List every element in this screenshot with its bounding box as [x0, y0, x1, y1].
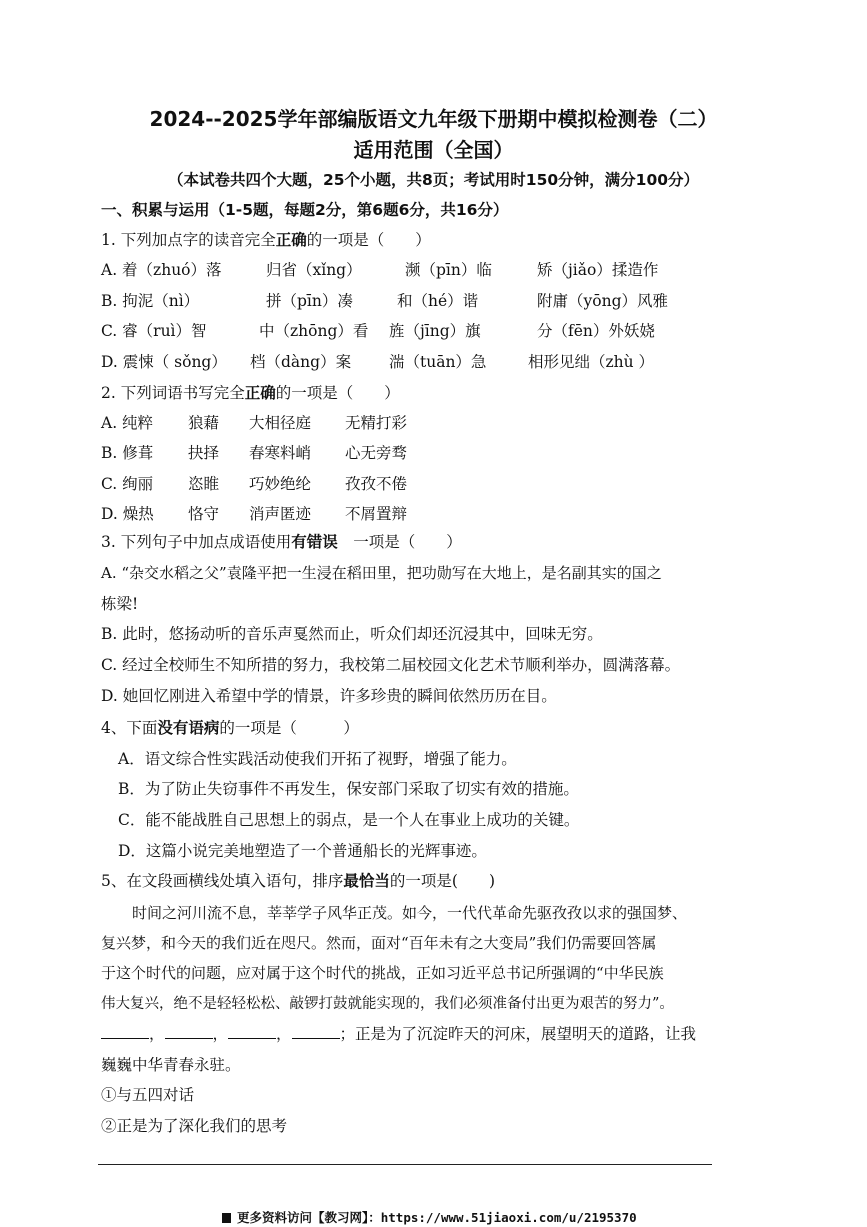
q1-stem-key: 正确: [275, 231, 307, 249]
footer-text: 更多资料访问【教习网】：https://www.51jiaoxi.com/u/2195370: [237, 1210, 637, 1225]
q1-option-b-1: B. 拘泥（nì）: [101, 292, 200, 310]
q2-stem-tail: 的一项是（ ）: [275, 384, 400, 402]
q2-option-a-3: 大相径庭: [249, 414, 312, 432]
q2-stem: [101, 382, 400, 404]
page-title: 2024--2025学年部编版语文九年级下册期中模拟检测卷（二）: [149, 107, 718, 131]
answer-blank-1[interactable]: [101, 1024, 149, 1039]
q1-option-b-4: 附庸（yōng）风雅: [537, 292, 668, 310]
section-heading: 一、积累与运用（1-5题，每题2分，第6题6分，共16分）: [101, 201, 509, 219]
q5-passage-line-1: 时间之河川流不息，莘莘学子风华正茂。如今，一代代革命先驱孜孜以求的强国梦、: [132, 904, 688, 922]
flag-icon: [222, 1213, 231, 1223]
q2-option-a-4: 无精打彩: [345, 414, 408, 432]
footer-link[interactable]: [222, 1208, 637, 1226]
q1-option-d-3: 湍（tuān）急: [389, 353, 487, 371]
q3-option-b: B. 此时，悠扬动听的音乐声戛然而止，听众们却还沉浸其中，回味无穷。: [101, 625, 603, 643]
q1-option-d-2: 档（dàng）案: [250, 353, 352, 371]
q1-option-b-3: 和（hé）谐: [397, 292, 479, 310]
q4-stem-tail: 的一项是（ ）: [219, 719, 359, 737]
q4-stem: [101, 717, 359, 739]
q5-stem: [101, 870, 495, 892]
q4-option-d: D．这篇小说完美地塑造了一个普通船长的光辉事迹。: [118, 842, 487, 860]
q1-option-a-4: 矫（jiǎo）揉造作: [537, 261, 659, 279]
q5-sentence-1: ①与五四对话: [101, 1086, 195, 1104]
q1-stem: [101, 229, 431, 251]
q2-option-d-2: 恪守: [188, 505, 220, 523]
q1-option-b-2: 拼（pīn）凑: [266, 292, 353, 310]
answer-blank-4[interactable]: [292, 1024, 340, 1039]
answer-blank-3[interactable]: [228, 1024, 276, 1039]
answer-blank-2[interactable]: [165, 1024, 213, 1039]
q4-option-a: A．语文综合性实践活动使我们开拓了视野，增强了能力。: [118, 750, 517, 768]
q5-stem-tail: 的一项是( ): [389, 872, 495, 890]
q2-option-b-3: 春寒料峭: [249, 444, 312, 462]
page-subtitle: 适用范围（全国）: [353, 138, 514, 162]
q3-stem: [101, 531, 462, 553]
q5-passage-line-6: 巍巍中华青春永驻。: [101, 1056, 241, 1074]
q2-option-c-1: C. 绚丽: [101, 475, 154, 493]
q3-option-d: D. 她回忆刚进入希望中学的情景，许多珍贵的瞬间依然历历在目。: [101, 687, 557, 705]
q1-option-c-1: C. 睿（ruì）智: [101, 322, 207, 340]
q5-stem-text: 5、在文段画横线处填入语句，排序: [101, 872, 344, 890]
q4-option-c: C．能不能战胜自己思想上的弱点，是一个人在事业上成功的关键。: [118, 811, 580, 829]
q3-stem-tail: 一项是（ ）: [337, 533, 462, 551]
q1-option-a-2: 归省（xǐng）: [266, 261, 362, 279]
q5-passage-line-4: 伟大复兴，绝不是轻轻松松、敲锣打鼓就能实现的，我们必须准备付出更为艰苦的努力”。: [101, 996, 674, 1012]
q3-stem-key: 有错误: [291, 533, 338, 551]
q1-stem-tail: 的一项是（ ）: [306, 231, 431, 249]
q2-option-a-2: 狼藉: [188, 414, 220, 432]
q3-option-a-cont: 栋梁!: [101, 595, 139, 613]
q1-option-d-1: D. 震悚（ sǒng）: [101, 353, 227, 371]
q2-option-a-1: A. 纯粹: [101, 414, 154, 432]
q1-option-a-1: A. 着（zhuó）落: [101, 261, 222, 279]
q2-option-d-1: D. 燥热: [101, 505, 154, 523]
q1-option-c-4: 分（fēn）外妖娆: [537, 322, 655, 340]
q1-option-a-3: 濒（pīn）临: [405, 261, 492, 279]
q5-passage-line-5: ， ， ， ；正是为了沉淀昨天的河床，展望明天的道路，让我: [101, 1023, 696, 1045]
q3-option-a: A. “杂交水稻之父”袁隆平把一生浸在稻田里，把功勋写在大地上，是名副其实的国之: [101, 564, 662, 582]
q2-option-b-2: 抉择: [188, 444, 220, 462]
q4-stem-text: 4、下面: [101, 719, 158, 737]
q5-stem-key: 最恰当: [343, 872, 390, 890]
page-divider: [98, 1164, 712, 1165]
q5-passage-line-3: 于这个时代的问题，应对属于这个时代的挑战，正如习近平总书记所强调的“中华民族: [101, 964, 664, 982]
q2-option-b-4: 心无旁骛: [345, 444, 408, 462]
q5-passage-tail: ；正是为了沉淀昨天的河床，展望明天的道路，让我: [339, 1025, 697, 1043]
q2-stem-text: 2. 下列词语书写完全: [101, 384, 245, 402]
q4-option-b: B．为了防止失窃事件不再发生，保安部门采取了切实有效的措施。: [118, 780, 579, 798]
q3-stem-text: 3. 下列句子中加点成语使用: [101, 533, 292, 551]
q2-stem-key: 正确: [244, 384, 276, 402]
q2-option-c-4: 孜孜不倦: [345, 475, 408, 493]
exam-note: （本试卷共四个大题，25个小题，共8页；考试用时150分钟，满分100分）: [167, 171, 700, 189]
q1-option-c-3: 旌（jīng）旗: [389, 322, 481, 340]
q2-option-d-3: 消声匿迹: [249, 505, 312, 523]
q5-sentence-2: ②正是为了深化我们的思考: [101, 1117, 288, 1135]
q2-option-d-4: 不屑置辩: [345, 505, 408, 523]
q2-option-b-1: B. 修葺: [101, 444, 154, 462]
q1-stem-text: 1. 下列加点字的读音完全: [101, 231, 276, 249]
q1-option-d-4: 相形见绌（zhù ）: [528, 353, 655, 371]
q3-option-c: C. 经过全校师生不知所措的努力，我校第二届校园文化艺术节顺利举办，圆满落幕。: [101, 656, 681, 674]
q2-option-c-3: 巧妙绝纶: [249, 475, 312, 493]
q2-option-c-2: 恣睢: [188, 475, 220, 493]
q5-passage-line-2: 复兴梦，和今天的我们近在咫尺。然而，面对“百年未有之大变局”我们仍需要回答属: [101, 934, 657, 952]
q1-option-c-2: 中（zhōng）看: [259, 322, 369, 340]
q4-stem-key: 没有语病: [157, 719, 220, 737]
